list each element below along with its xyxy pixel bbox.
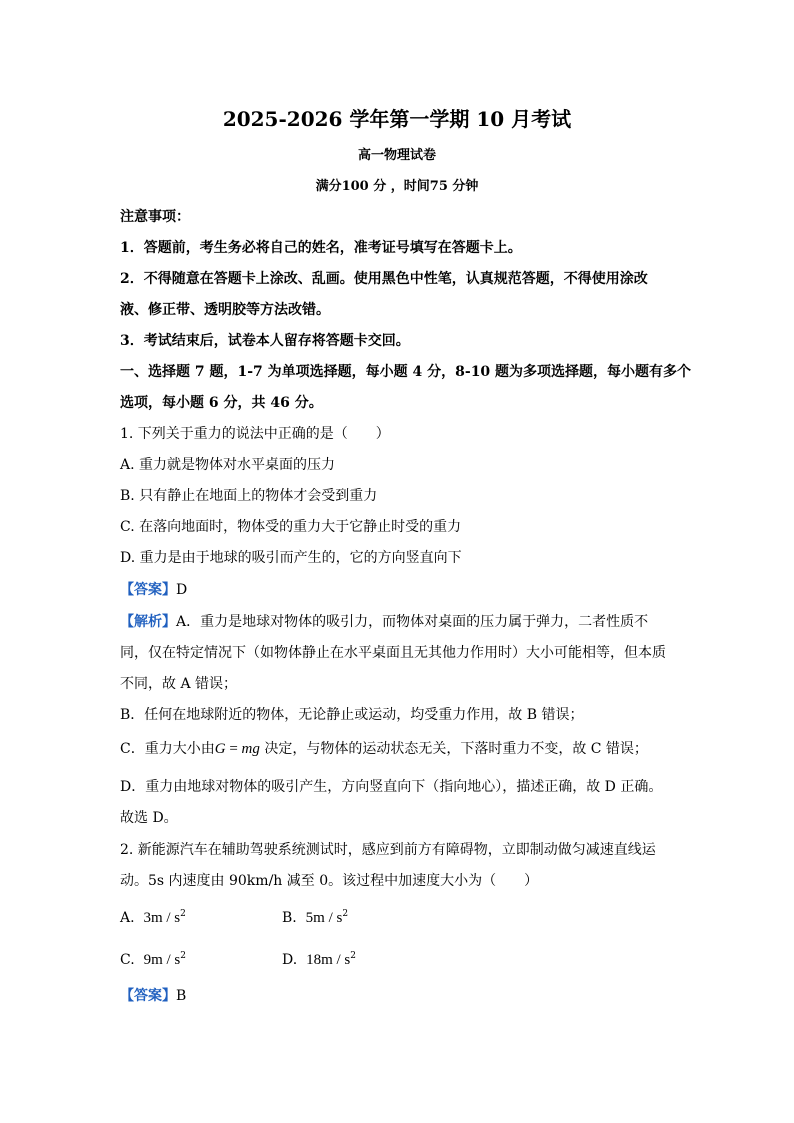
formula-g: G <box>214 741 226 757</box>
q2-option-c-exponent: 2 <box>180 951 186 961</box>
q1-stem: 1. 下列关于重力的说法中正确的是（ ） <box>120 426 390 442</box>
q2-option-d-value: 18m / s <box>306 952 351 968</box>
q1-option-a: A. 重力就是物体对水平桌面的压力 <box>120 457 336 473</box>
q1-answer <box>120 580 187 600</box>
notes-item-1: 1．答题前，考生务必将自己的姓名，准考证号填写在答题卡上。 <box>120 240 522 256</box>
q2-option-a-label: A. <box>120 910 135 926</box>
exam-subject: 高一物理试卷 <box>357 148 436 163</box>
q2-option-d <box>282 950 356 970</box>
q1-analysis-c <box>120 739 648 759</box>
q2-option-b <box>282 908 348 928</box>
notes-item-3: 3．考试结束后，试卷本人留存将答题卡交回。 <box>120 333 410 349</box>
q1-analysis-c-post: 决定，与物体的运动状态无关，下落时重力不变，故 C 错误； <box>259 741 648 757</box>
q2-option-b-value: 5m / s <box>305 910 343 926</box>
q1-conclusion: 故选 D。 <box>120 810 178 826</box>
section-1-instructions-line-1: 一、选择题 7 题，1-7 为单项选择题，每小题 4 分，8-10 题为多项选择题，每小题有多个 <box>120 364 692 380</box>
exam-title: 2025-2026 学年第一学期 10 月考试 <box>222 107 572 131</box>
q2-option-a-value: 3m / s <box>143 910 181 926</box>
q1-option-c: C. 在落向地面时，物体受的重力大于它静止时受的重力 <box>120 519 462 535</box>
q2-option-c-value: 9m / s <box>143 952 181 968</box>
q1-analysis-b: B．任何在地球附近的物体，无论静止或运动，均受重力作用，故 B 错误； <box>120 707 584 723</box>
q2-option-c-label: C. <box>120 952 135 968</box>
analysis-tag: 【解析】 <box>120 614 176 630</box>
q2-option-d-label: D. <box>282 952 298 968</box>
q1-analysis-a-3: 不同，故 A 错误； <box>120 676 238 692</box>
q2-option-a-exponent: 2 <box>180 909 186 919</box>
q2-answer <box>120 986 186 1006</box>
q2-option-b-exponent: 2 <box>342 909 349 919</box>
q2-stem-line-2: 动。5s 内速度由 90km/h 减至 0。该过程中加速度大小为（ ） <box>120 873 539 889</box>
q2-option-a <box>120 908 186 928</box>
section-1-instructions-line-2: 选项，每小题 6 分，共 46 分。 <box>120 395 323 411</box>
answer-tag: 【答案】 <box>120 582 176 598</box>
q1-answer-value: D <box>176 582 188 598</box>
q1-option-d: D. 重力是由于地球的吸引而产生的，它的方向竖直向下 <box>120 550 462 566</box>
q2-stem-line-1: 2. 新能源汽车在辅助驾驶系统测试时，感应到前方有障碍物，立即制动做匀减速直线运 <box>120 842 656 858</box>
notes-heading: 注意事项： <box>120 209 190 225</box>
q2-option-d-exponent: 2 <box>350 951 357 961</box>
q1-analysis-c-pre: C．重力大小由 <box>120 741 215 757</box>
q1-analysis-a-2: 同，仅在特定情况下（如物体静止在水平桌面且无其他力作用时）大小可能相等，但本质 <box>120 645 666 661</box>
answer-tag: 【答案】 <box>120 988 176 1004</box>
formula-equals: = <box>225 741 242 757</box>
q1-analysis-line-1 <box>120 612 648 632</box>
gravity-formula <box>215 741 260 757</box>
notes-item-2-line-2: 液、修正带、透明胶等方法改错。 <box>120 302 330 318</box>
formula-mg: mg <box>241 741 260 757</box>
q2-option-b-label: B. <box>282 910 297 926</box>
q2-answer-value: B <box>176 988 187 1004</box>
q1-analysis-d: D．重力由地球对物体的吸引产生，方向竖直向下（指向地心），描述正确，故 D 正确。 <box>120 779 663 795</box>
q1-analysis-a-1: A．重力是地球对物体的吸引力，而物体对桌面的压力属于弹力，二者性质不 <box>176 614 649 630</box>
notes-item-2-line-1: 2．不得随意在答题卡上涂改、乱画。使用黑色中性笔，认真规范答题，不得使用涂改 <box>120 271 648 287</box>
q2-option-c <box>120 950 186 970</box>
q1-option-b: B. 只有静止在地面上的物体才会受到重力 <box>120 488 378 504</box>
exam-score-time: 满分100 分 ，时间75 分钟 <box>315 179 479 194</box>
